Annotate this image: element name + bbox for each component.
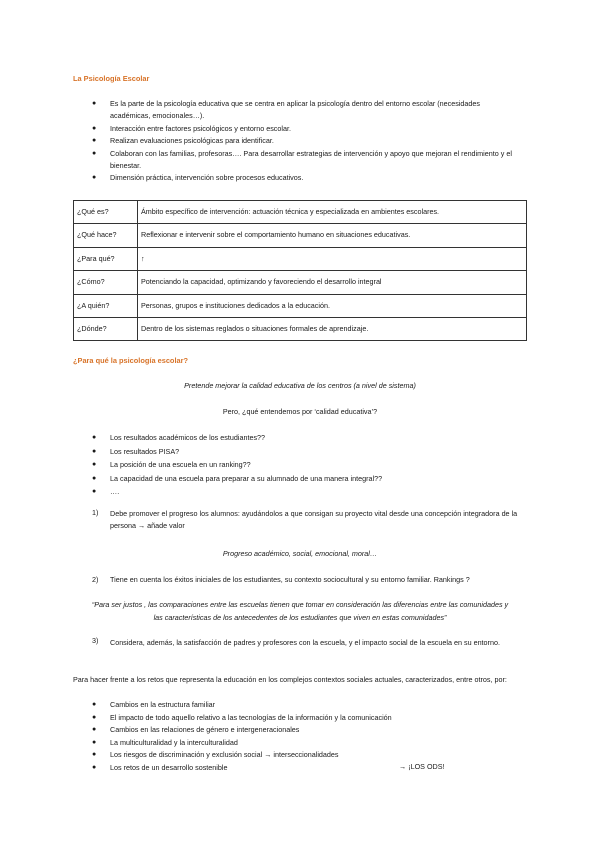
numbered-item-text: Debe promover el progreso los alumnos: ayudándolos a que consigan su proyecto vital desde una concepción integradora de la persona → añade valor (110, 509, 518, 531)
bullet-icon: ● (92, 763, 97, 771)
list-item: ● Cambios en las relaciones de género e intergeneracionales (92, 724, 512, 737)
numbered-item-text: Considera, además, la satisfacción de padres y profesores con la escuela, y el impacto social de la escuela en su entorno. (110, 638, 500, 647)
bullet-icon: ● (92, 474, 97, 482)
bullet-icon: ● (92, 174, 97, 182)
bullet-icon: ● (92, 488, 97, 496)
list-item: ● La posición de una escuela en un ranking?? (92, 458, 512, 472)
table-row (74, 201, 527, 224)
bullet-icon: ● (92, 124, 97, 132)
list-item: ● Es la parte de la psicología educativa que se centra en aplicar la psicología dentro del entorno escolar (necesidades académicas, emocionales…). (92, 99, 480, 121)
bullet-icon: ● (92, 137, 97, 145)
item-number: 2) (92, 575, 99, 584)
ods-note: → ¡LOS ODS! (399, 762, 445, 771)
list-item: ● …. (92, 485, 512, 499)
bullet-icon: ● (92, 738, 97, 746)
list-item: ● Colaboran con las familias, profesoras…. Para desarrollar estrategias de intervención y apoyo que mejoran el rendimiento y el bienestar. (92, 148, 512, 171)
list-item: ● Dimensión práctica, intervención sobre procesos educativos. (92, 172, 522, 184)
table-cell-question: ¿Dónde? (74, 317, 138, 340)
table-cell-answer: ↑ (138, 247, 527, 270)
table-cell-answer: Reflexionar e intervenir sobre el comportamiento humano en situaciones educativas. (138, 224, 527, 247)
bullet-icon: ● (92, 726, 97, 734)
definition-table (73, 200, 527, 341)
item-number: 3) (92, 636, 99, 645)
calidad-question: Pero, ¿qué entendemos por ‘calidad educativa’? (222, 407, 378, 416)
calidad-bullet-list (92, 431, 512, 499)
progress-italic: Progreso académico, social, emocional, moral… (222, 549, 378, 558)
retos-bullet-list (92, 699, 512, 775)
intro-italic: Pretende mejorar la calidad educativa de los centros (a nivel de sistema) (184, 381, 416, 390)
item-number: 1) (92, 508, 99, 517)
numbered-item-text: Tiene en cuenta los éxitos iniciales de los estudiantes, su contexto sociocultural y su entorno familiar. Rankings ? (110, 575, 470, 584)
bullet-icon: ● (92, 461, 97, 469)
bullet-icon: ● (92, 751, 97, 759)
table-cell-answer: Ámbito específico de intervención: actuación técnica y especializada en ambientes escolares. (138, 201, 527, 224)
list-item: ● Interacción entre factores psicológicos y entorno escolar. (92, 123, 522, 135)
list-item: ● Los riesgos de discriminación y exclusión social → interseccionalidades (92, 749, 512, 762)
table-row (74, 294, 527, 317)
list-item: ● La multiculturalidad y la interculturalidad (92, 737, 512, 750)
section-title: La Psicología Escolar (73, 74, 150, 83)
table-row (74, 247, 527, 270)
table-row (74, 317, 527, 340)
section-title: ¿Para qué la psicología escolar? (73, 356, 189, 365)
list-item: ● Los retos de un desarrollo sostenible (92, 762, 512, 775)
retos-intro: Para hacer frente a los retos que representa la educación en los complejos contextos sociales actuales, caracterizados, entre otros, por: (73, 675, 507, 684)
table-row (74, 224, 527, 247)
bullet-icon: ● (92, 701, 97, 708)
bullet-icon: ● (92, 100, 97, 107)
bullet-icon: ● (92, 149, 97, 157)
list-item: ● Cambios en la estructura familiar (92, 699, 512, 712)
list-item: ● Realizan evaluaciones psicológicas para identificar. (92, 135, 522, 147)
table-cell-question: ¿Para qué? (74, 247, 138, 270)
table-cell-question: ¿Cómo? (74, 271, 138, 294)
table-cell-question: ¿Qué es? (74, 201, 138, 224)
table-cell-answer: Personas, grupos e instituciones dedicados a la educación. (138, 294, 527, 317)
intro-bullet-list (92, 98, 522, 185)
list-item: ● El impacto de todo aquello relativo a las tecnologías de la información y la comunicación (92, 712, 512, 725)
table-cell-answer: Potenciando la capacidad, optimizando y favoreciendo el desarrollo integral (138, 271, 527, 294)
bullet-icon: ● (92, 713, 97, 721)
table-cell-question: ¿Qué hace? (74, 224, 138, 247)
bullet-icon: ● (92, 447, 97, 455)
list-item: ● La capacidad de una escuela para preparar a su alumnado de una manera integral?? (92, 472, 512, 486)
table-row (74, 271, 527, 294)
table-cell-question: ¿A quién? (74, 294, 138, 317)
bullet-icon: ● (92, 434, 97, 441)
table-cell-answer: Dentro de los sistemas reglados o situaciones formales de aprendizaje. (138, 317, 527, 340)
quote-text: “Para ser justos , las comparaciones entre las escuelas tienen que tomar en consideración las diferencias entre las comunidades y las características de los antecedentes de los estudiantes que viven en estas comunidades” (91, 600, 509, 622)
list-item: ● Los resultados PISA? (92, 445, 512, 459)
list-item: ● Los resultados académicos de los estudiantes?? (92, 431, 512, 445)
